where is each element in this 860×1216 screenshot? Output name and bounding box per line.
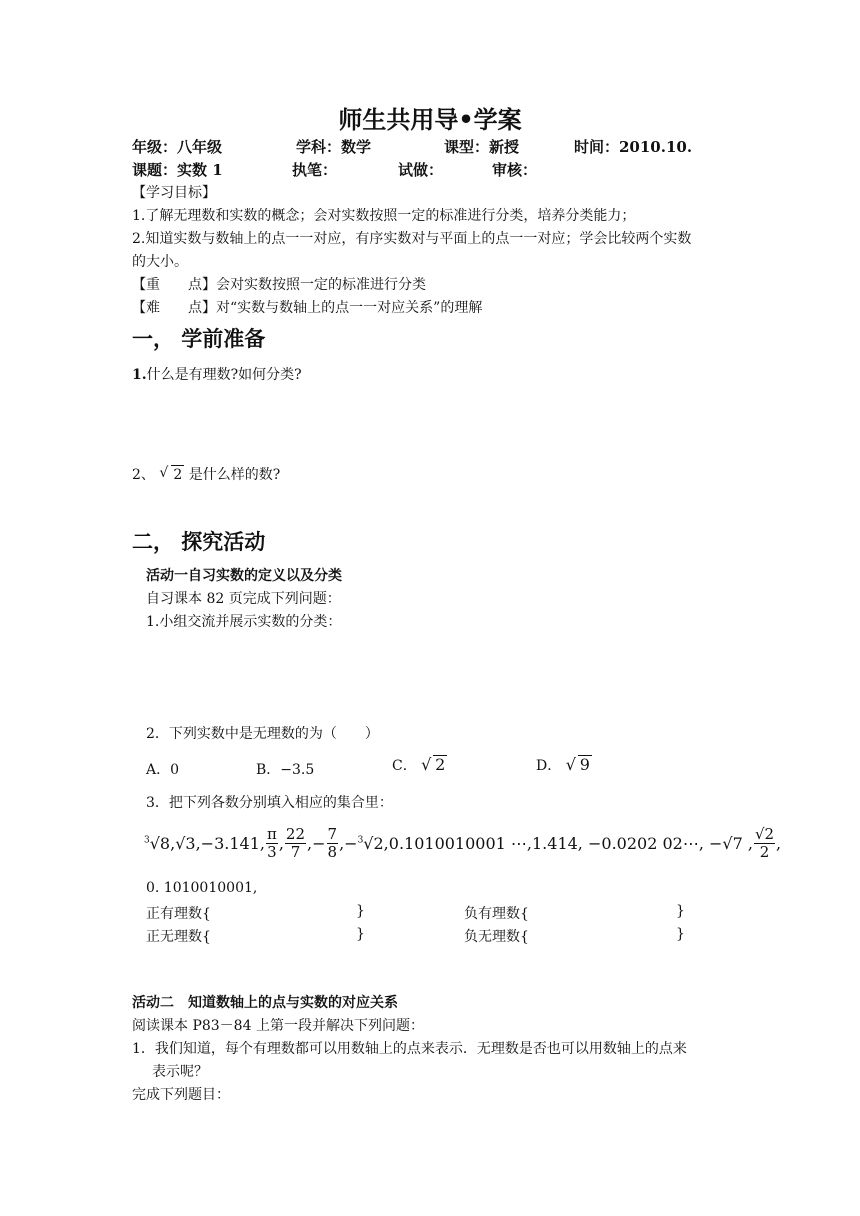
set-negative-rational-close: }	[676, 903, 685, 919]
neg-cbrt-2: $^3$√2,	[357, 834, 389, 853]
a2-question-1-line2: 表示呢？	[152, 1064, 208, 1080]
activity2-intro: 阅读课本 P83－84 上第一段并解决下列问题：	[132, 1018, 424, 1034]
option-c	[392, 755, 447, 775]
s1-question-2	[132, 464, 280, 484]
activity1-title: 活动一自习实数的定义以及分类	[146, 568, 342, 584]
option-c-sqrt	[421, 755, 447, 774]
number-sequence: $^3$√8, √3, −3.141, $\frac{\pi}{3}$ , $\frac{22}{7}$ ,− $\frac{7}{8}$ ,− $^3$√2, 0.1010010001 ⋯,1.414, −0.0202 02⋯, − √7 , $\frac{√2}{2}$ ,	[144, 825, 782, 861]
option-a: A．0	[146, 762, 180, 778]
neg-3-141: −3.141,	[200, 834, 265, 853]
sqrt-2-expression	[159, 465, 184, 484]
set-negative-irrational-close: }	[676, 926, 685, 942]
cbrt-8: $^3$√8,	[144, 834, 176, 853]
set-negative-irrational: 负无理数{	[464, 929, 529, 945]
set-positive-irrational: 正无理数{	[146, 929, 211, 945]
objectives-heading: 【学习目标】	[132, 185, 216, 201]
number-sequence-tail: 0.1010010001 ⋯,1.414, −0.0202 02⋯, −	[388, 834, 723, 853]
a1-question-2: 2．下列实数中是无理数的为（ ）	[146, 726, 379, 742]
set-positive-rational: 正有理数{	[146, 906, 211, 922]
grade-label: 年级：八年级	[132, 138, 223, 156]
set-negative-rational: 负有理数{	[464, 906, 529, 922]
key-point	[132, 274, 426, 294]
option-c-radicand: 2	[435, 755, 446, 774]
option-c-label: C．	[392, 758, 417, 774]
pi-over-3: $\frac{\pi}{3}$	[266, 825, 277, 861]
sqrt-3: √3,	[175, 834, 201, 853]
page-title: 师生共用导•学案	[338, 105, 522, 134]
a2-question-1-line1: 1．我们知道，每个有理数都可以用数轴上的点来表示．无理数是否也可以用数轴上的点来	[132, 1041, 687, 1057]
s1-q1-text: 什么是有理数?如何分类?	[146, 367, 302, 383]
difficult-point	[132, 297, 482, 317]
activity1-intro: 自习课本 82 页完成下列问题：	[146, 591, 341, 607]
set-positive-irrational-close: }	[356, 926, 365, 942]
lesson-type-label: 课型：新授	[444, 138, 520, 156]
option-d	[536, 755, 592, 775]
radical-sign-icon: √	[565, 755, 576, 774]
s1-q1-number: 1.	[132, 367, 147, 383]
22-over-7: $\frac{22}{7}$	[285, 825, 306, 861]
7-over-8: $\frac{7}{8}$	[327, 825, 338, 861]
a2-complete-prompt: 完成下列题目：	[132, 1087, 230, 1103]
objective-1: 1.了解无理数和实数的概念；会对实数按照一定的标准进行分类，培养分类能力；	[132, 208, 636, 224]
sqrt2-over-2: $\frac{√2}{2}$	[754, 825, 775, 861]
radical-sign-icon: √	[421, 755, 432, 774]
option-d-label: D．	[536, 758, 562, 774]
review-label: 审核：	[492, 161, 538, 179]
s1-question-1	[132, 364, 302, 384]
objective-2-line2: 的大小。	[132, 254, 188, 270]
key-point-text: 会对实数按照一定的标准进行分类	[216, 277, 426, 293]
set-positive-rational-close: }	[356, 903, 365, 919]
section2-heading: 二， 探究活动	[132, 529, 266, 554]
sqrt-2-radicand: 2	[173, 467, 183, 483]
a1-question-1: 1.小组交流并展示实数的分类：	[146, 614, 342, 630]
neg-sqrt-7: √7 ,	[722, 834, 753, 853]
author-label: 执笔：	[292, 161, 338, 179]
activity2-title: 活动二 知道数轴上的点与实数的对应关系	[132, 995, 398, 1011]
s1-q2-prefix: 2、	[132, 467, 155, 483]
radical-sign-icon: √	[159, 465, 169, 481]
section1-heading: 一， 学前准备	[132, 326, 266, 351]
a1-question-3: 3．把下列各数分别填入相应的集合里：	[146, 795, 393, 811]
extra-number: 0. 1010010001,	[146, 880, 258, 896]
topic-label: 课题：实数 1	[132, 161, 223, 179]
option-b: B．−3.5	[256, 762, 315, 778]
s1-q2-text: 是什么样的数?	[188, 467, 281, 483]
option-d-sqrt	[566, 755, 592, 774]
time-label: 时间：2010.10.	[574, 138, 693, 156]
objective-2-line1: 2.知道实数与数轴上的点一一对应，有序实数对与平面上的点一一对应；学会比较两个实数	[132, 231, 692, 247]
difficult-point-text: 对“实数与数轴上的点一一对应关系”的理解	[216, 300, 483, 316]
trial-label: 试做：	[398, 161, 444, 179]
difficult-point-label: 【难 点】	[132, 300, 216, 316]
option-d-radicand: 9	[579, 755, 590, 774]
subject-label: 学科：数学	[296, 138, 372, 156]
key-point-label: 【重 点】	[132, 277, 216, 293]
